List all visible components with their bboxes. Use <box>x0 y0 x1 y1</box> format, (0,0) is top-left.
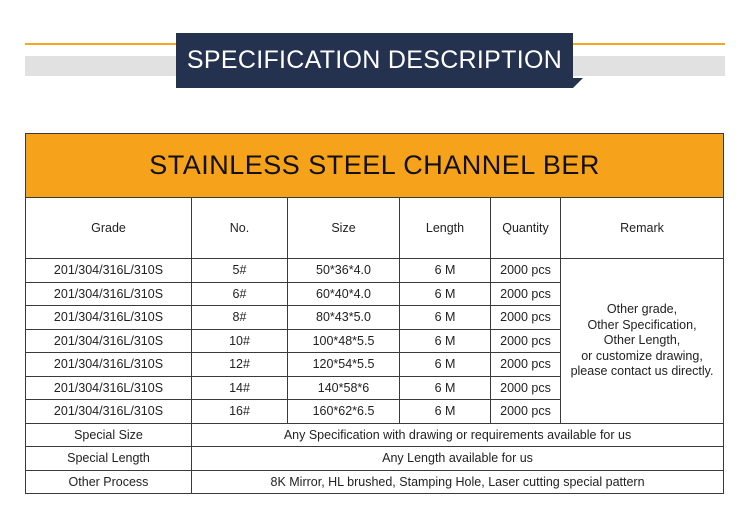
footer-label: Special Size <box>26 423 192 447</box>
cell-no: 12# <box>192 353 288 377</box>
cell-length: 6 M <box>400 282 491 306</box>
header-quantity: Quantity <box>491 198 561 259</box>
cell-no: 5# <box>192 259 288 283</box>
cell-length: 6 M <box>400 259 491 283</box>
cell-quantity: 2000 pcs <box>491 282 561 306</box>
cell-size: 80*43*5.0 <box>288 306 400 330</box>
cell-grade: 201/304/316L/310S <box>26 353 192 377</box>
cell-no: 8# <box>192 306 288 330</box>
remark-line: Other Length, <box>603 333 681 347</box>
cell-length: 6 M <box>400 376 491 400</box>
header-grade: Grade <box>26 198 192 259</box>
cell-quantity: 2000 pcs <box>491 259 561 283</box>
cell-no: 6# <box>192 282 288 306</box>
footer-row-special-size <box>26 423 724 447</box>
cell-no: 10# <box>192 329 288 353</box>
cell-grade: 201/304/316L/310S <box>26 306 192 330</box>
cell-no: 14# <box>192 376 288 400</box>
footer-value: Any Length available for us <box>192 447 724 471</box>
cell-length: 6 M <box>400 306 491 330</box>
cell-grade: 201/304/316L/310S <box>26 259 192 283</box>
banner-corner-fold <box>573 78 583 88</box>
footer-row-other-process <box>26 470 724 494</box>
footer-row-special-length <box>26 447 724 471</box>
remark-cell <box>561 259 724 424</box>
cell-quantity: 2000 pcs <box>491 400 561 424</box>
cell-length: 6 M <box>400 353 491 377</box>
header-remark: Remark <box>561 198 724 259</box>
cell-grade: 201/304/316L/310S <box>26 329 192 353</box>
cell-quantity: 2000 pcs <box>491 376 561 400</box>
cell-quantity: 2000 pcs <box>491 306 561 330</box>
footer-label: Special Length <box>26 447 192 471</box>
remark-line: Other grade, <box>606 302 678 316</box>
cell-size: 60*40*4.0 <box>288 282 400 306</box>
cell-quantity: 2000 pcs <box>491 329 561 353</box>
table-title: STAINLESS STEEL CHANNEL BER <box>26 134 724 198</box>
spec-table <box>25 133 724 494</box>
cell-size: 140*58*6 <box>288 376 400 400</box>
header-row <box>26 198 724 259</box>
cell-size: 50*36*4.0 <box>288 259 400 283</box>
cell-grade: 201/304/316L/310S <box>26 282 192 306</box>
cell-quantity: 2000 pcs <box>491 353 561 377</box>
cell-size: 160*62*6.5 <box>288 400 400 424</box>
footer-label: Other Process <box>26 470 192 494</box>
cell-no: 16# <box>192 400 288 424</box>
cell-length: 6 M <box>400 400 491 424</box>
remark-line: Other Specification, <box>587 317 697 332</box>
footer-value: 8K Mirror, HL brushed, Stamping Hole, Laser cutting special pattern <box>192 470 724 494</box>
remark-line: or customize drawing, <box>581 348 703 363</box>
header-length: Length <box>400 198 491 259</box>
cell-size: 100*48*5.5 <box>288 329 400 353</box>
spec-table-container <box>25 133 723 494</box>
section-banner-title: SPECIFICATION DESCRIPTION <box>186 46 563 74</box>
cell-grade: 201/304/316L/310S <box>26 400 192 424</box>
cell-grade: 201/304/316L/310S <box>26 376 192 400</box>
section-banner <box>176 33 573 88</box>
header-size: Size <box>288 198 400 259</box>
cell-size: 120*54*5.5 <box>288 353 400 377</box>
header-no: No. <box>192 198 288 259</box>
remark-line: please contact us directly. <box>570 364 714 378</box>
footer-value: Any Specification with drawing or requirements available for us <box>192 423 724 447</box>
table-row <box>26 259 724 283</box>
cell-length: 6 M <box>400 329 491 353</box>
